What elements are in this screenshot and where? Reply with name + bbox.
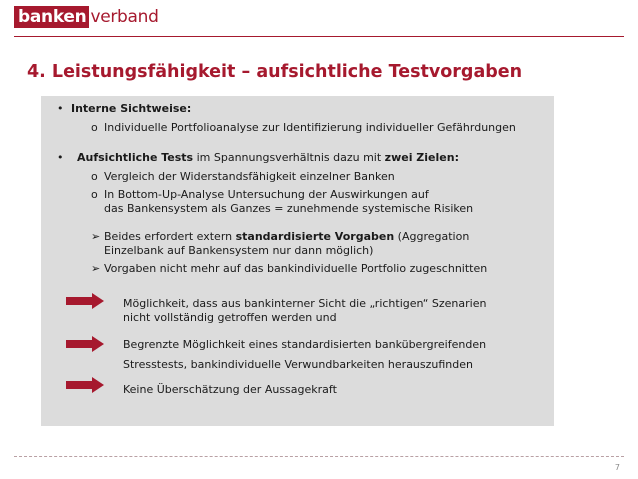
arrow2-line2: Stresstests, bankindividuelle Verwundbarkeiten herauszufinden [123,358,474,371]
bold-standardisierte-vorgaben: standardisierte Vorgaben [235,230,395,243]
sub-marker: o [91,121,98,134]
sub-vergleich: Vergleich der Widerstandsfähigkeit einzelner Banken [104,170,395,183]
logo-rest-text: verband [90,7,159,27]
text-beides-erfordert: Beides erfordert extern [104,230,236,243]
check-marker: ➢ [91,230,101,243]
text-aggregation: (Aggregation [394,230,470,243]
arrow-right-icon [66,377,104,393]
footer-divider [14,456,624,457]
bullet-dot: • [57,151,64,164]
arrow2-line1: Begrenzte Möglichkeit eines standardisierten bankübergreifenden [123,338,487,351]
arrow-right-icon [66,336,104,352]
slide-title: 4. Leistungsfähigkeit – aufsichtliche Testvorgaben [27,62,523,82]
check-standardisierte-line2: Einzelbank auf Bankensystem nur dann möglich) [104,244,374,257]
check-marker: ➢ [91,262,101,275]
bold-zwei-zielen: zwei Zielen: [384,151,459,164]
bullet-aufsichtliche-tests [77,151,459,165]
sub-bottom-up-line1: In Bottom-Up-Analyse Untersuchung der Auswirkungen auf [104,188,429,201]
bankenverband-logo [14,6,159,28]
content-panel [41,96,554,426]
arrow1-line2: nicht vollständig getroffen werden und [123,311,337,324]
page-number: 7 [614,463,620,472]
header-divider [14,36,624,37]
text-spannungsverhaeltnis: im Spannungsverhältnis dazu mit [193,151,385,164]
sub-marker: o [91,170,98,183]
sub-marker: o [91,188,98,201]
sub-bottom-up-line2: das Bankensystem als Ganzes = zunehmende systemische Risiken [104,202,474,215]
check-standardisierte-vorgaben [104,230,469,244]
arrow1-line1: Möglichkeit, dass aus bankinterner Sicht die „richtigen“ Szenarien [123,297,487,310]
arrow3-line1: Keine Überschätzung der Aussagekraft [123,383,337,396]
sub-portfolioanalyse: Individuelle Portfolioanalyse zur Identifizierung individueller Gefährdungen [104,121,516,134]
arrow-right-icon [66,293,104,309]
bold-aufsichtliche-tests: Aufsichtliche Tests [77,151,194,164]
check-vorgaben-portfolio: Vorgaben nicht mehr auf das bankindividuelle Portfolio zugeschnitten [104,262,488,275]
bullet-dot: • [57,102,64,115]
bullet-interne-sichtweise: Interne Sichtweise: [71,102,192,115]
logo-box-text: banken [14,6,89,28]
